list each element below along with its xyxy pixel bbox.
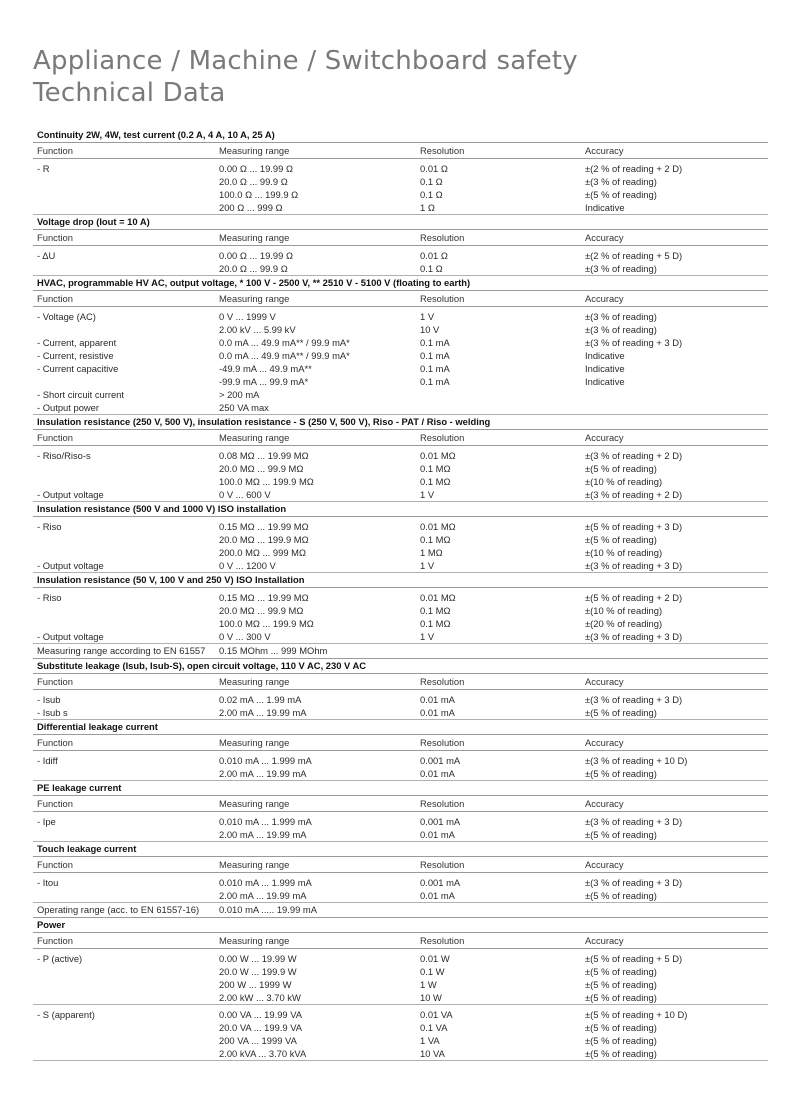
table-cell: 20.0 Ω ... 99.9 Ω [219,263,288,274]
section [33,215,768,276]
table-row [33,520,768,533]
table-cell: - Riso/Riso-s [37,450,91,461]
table-cell [33,1021,219,1034]
table-cell: ±(5 % of reading) [585,829,657,840]
table-row [33,559,768,572]
table-cell: 1 Ω [420,202,435,213]
table-cell: - Riso [37,521,62,532]
table-cell: ±(5 % of reading) [585,1035,657,1046]
table-cell: 250 VA max [219,402,269,413]
table-row [33,754,768,767]
table-cell: 2.00 mA ... 19.99 mA [219,707,307,718]
table-cell: ±(5 % of reading + 3 D) [585,521,683,532]
table-cell: 0.0 mA ... 49.9 mA** / 99.9 mA* [219,350,350,361]
column-header: Resolution [420,676,465,687]
table-cell: - Itou [37,877,59,888]
table-cell: 20.0 MΩ ... 99.9 MΩ [219,605,304,616]
table-cell: 0.01 MΩ [420,592,456,603]
table-cell: 0.01 mA [420,707,455,718]
table-cell: 1 V [420,631,435,642]
table-cell: 0.01 mA [420,829,455,840]
column-header: Accuracy [585,935,624,946]
table-row [33,249,768,262]
table-cell: 0.01 VA [420,1009,453,1020]
table-cell: ±(10 % of reading) [585,547,663,558]
table-cell: ±(5 % of reading) [585,463,657,474]
table-row [33,175,768,188]
table-cell: ±(3 % of reading + 3 D) [585,631,683,642]
column-header: Resolution [420,798,465,809]
table-cell: ±(10 % of reading) [585,476,663,487]
column-header: Accuracy [585,232,624,243]
section-title: Voltage drop (Iout = 10 A) [33,215,768,230]
technical-data-table [33,128,768,1061]
table-cell: - R [37,163,50,174]
table-cell: 2.00 kV ... 5.99 kV [219,324,296,335]
table-cell [33,375,219,388]
table-cell [33,262,219,275]
section-title: Differential leakage current [33,720,768,735]
table-cell: ±(5 % of reading + 10 D) [585,1009,688,1020]
table-cell [33,889,219,902]
table-cell: 0.1 VA [420,1022,448,1033]
table-row [33,978,768,991]
row-group [33,307,768,415]
section [33,842,768,918]
page-title: Appliance / Machine / Switchboard safety [33,46,578,76]
column-header: Measuring range [219,432,290,443]
table-cell: ±(5 % of reading) [585,890,657,901]
table-cell: 10 W [420,992,442,1003]
column-header: Function [37,145,73,156]
table-cell: Indicative [585,350,625,361]
table-cell: ±(3 % of reading + 2 D) [585,450,683,461]
table-cell: -49.9 mA ... 49.9 mA** [219,363,312,374]
table-row [33,952,768,965]
table-row [33,462,768,475]
table-cell: 0.01 W [420,953,450,964]
section [33,781,768,842]
column-header: Measuring range [219,145,290,156]
section-title: Power [33,918,768,933]
column-header: Measuring range [219,798,290,809]
table-cell: - Output voltage [37,560,104,571]
table-cell: - Current, apparent [37,337,117,348]
table-cell: 0.08 MΩ ... 19.99 MΩ [219,450,309,461]
table-row [33,965,768,978]
column-header-row [33,735,768,751]
column-header-row [33,674,768,690]
table-row [33,323,768,336]
section [33,659,768,720]
table-cell: - P (active) [37,953,83,964]
table-cell [33,991,219,1004]
table-cell [33,1034,219,1047]
row-group [33,159,768,215]
table-cell: 0.1 W [420,966,445,977]
table-cell: ±(5 % of reading) [585,979,657,990]
table-cell: 100.0 MΩ ... 199.9 MΩ [219,476,314,487]
table-cell: 0.1 MΩ [420,476,451,487]
column-header: Function [37,859,73,870]
column-header-row [33,430,768,446]
table-row [33,449,768,462]
table-cell [420,401,585,414]
table-cell [33,965,219,978]
table-row [33,475,768,488]
table-row [33,828,768,841]
table-cell [33,175,219,188]
table-row [33,362,768,375]
column-header: Resolution [420,145,465,156]
table-cell: 1 V [420,560,435,571]
section-title: Insulation resistance (50 V, 100 V and 250 V) ISO Installation [33,573,768,588]
table-cell: ±(3 % of reading + 3 D) [585,816,683,827]
row-group [33,812,768,842]
table-cell: 200 VA ... 1999 VA [219,1035,297,1046]
table-cell: 200 W ... 1999 W [219,979,292,990]
section [33,918,768,1061]
table-row [33,488,768,501]
table-row [33,815,768,828]
table-cell: ±(5 % of reading) [585,1022,657,1033]
table-row [33,991,768,1004]
table-cell: 100.0 MΩ ... 199.9 MΩ [219,618,314,629]
table-cell: ±(3 % of reading + 2 D) [585,489,683,500]
table-cell: 0.01 MΩ [420,521,456,532]
table-cell: - Riso [37,592,62,603]
note-value: 0.15 MOhm ... 999 MOhm [219,645,328,656]
table-row [33,591,768,604]
table-cell: ±(2 % of reading + 5 D) [585,250,683,261]
column-header: Measuring range [219,737,290,748]
table-cell: 0.1 MΩ [420,618,451,629]
section-title: HVAC, programmable HV AC, output voltage, * 100 V - 2500 V, ** 2510 V - 5100 V (floating to earth) [33,276,768,291]
table-row [33,349,768,362]
table-row [33,310,768,323]
table-cell [33,617,219,630]
table-cell: ±(3 % of reading) [585,324,657,335]
table-cell: ±(5 % of reading) [585,768,657,779]
table-cell: 0.01 Ω [420,163,448,174]
row-group [33,751,768,781]
table-cell: Indicative [585,363,625,374]
table-row [33,375,768,388]
table-cell: 20.0 VA ... 199.9 VA [219,1022,303,1033]
table-cell: 0.1 Ω [420,263,443,274]
table-cell: 2.00 mA ... 19.99 mA [219,890,307,901]
table-cell: 0.01 mA [420,694,455,705]
section [33,573,768,659]
column-header: Accuracy [585,676,624,687]
note-row [33,644,768,659]
table-cell: - Isub s [37,707,68,718]
table-cell: - Output voltage [37,489,104,500]
table-cell: 0.001 mA [420,755,461,766]
table-cell: ±(3 % of reading) [585,176,657,187]
section [33,502,768,573]
column-header-row [33,933,768,949]
table-row [33,889,768,902]
table-row [33,546,768,559]
column-header: Accuracy [585,293,624,304]
table-row [33,1047,768,1060]
column-header: Function [37,798,73,809]
table-cell: 200.0 MΩ ... 999 MΩ [219,547,306,558]
row-group [33,246,768,276]
table-cell: 20.0 MΩ ... 99.9 MΩ [219,463,304,474]
table-cell: ±(5 % of reading) [585,534,657,545]
table-cell: 2.00 mA ... 19.99 mA [219,768,307,779]
column-header: Resolution [420,737,465,748]
table-cell [585,388,768,401]
table-cell: 0.010 mA ... 1.999 mA [219,755,312,766]
section-title: Touch leakage current [33,842,768,857]
column-header: Accuracy [585,737,624,748]
column-header: Accuracy [585,859,624,870]
table-cell: 0.00 W ... 19.99 W [219,953,297,964]
column-header-row [33,796,768,812]
column-header: Measuring range [219,935,290,946]
table-cell: 0.0 mA ... 49.9 mA** / 99.9 mA* [219,337,350,348]
table-cell: ±(2 % of reading + 2 D) [585,163,683,174]
row-group [33,446,768,502]
table-cell: 1 V [420,489,435,500]
column-header: Function [37,737,73,748]
table-cell: 0 V ... 600 V [219,489,271,500]
table-cell [33,462,219,475]
table-cell: - Ipe [37,816,56,827]
table-cell: ±(5 % of reading + 5 D) [585,953,683,964]
table-cell: - S (apparent) [37,1009,95,1020]
column-header: Measuring range [219,676,290,687]
column-header: Resolution [420,293,465,304]
table-cell [420,388,585,401]
table-cell: 0.02 mA ... 1.99 mA [219,694,302,705]
table-cell: > 200 mA [219,389,260,400]
table-cell: ±(3 % of reading) [585,311,657,322]
row-group [33,588,768,644]
table-cell: 0.01 Ω [420,250,448,261]
table-cell: 1 MΩ [420,547,443,558]
table-row [33,876,768,889]
table-cell: ±(3 % of reading + 3 D) [585,560,683,571]
section-title: Continuity 2W, 4W, test current (0.2 A, 4 A, 10 A, 25 A) [33,128,768,143]
note-label: Measuring range according to EN 61557 [37,645,206,656]
table-row [33,388,768,401]
table-row [33,706,768,719]
table-cell: - ΔU [37,250,56,261]
table-cell: ±(20 % of reading) [585,618,663,629]
column-header: Function [37,432,73,443]
table-cell: - Short circuit current [37,389,125,400]
column-header: Resolution [420,232,465,243]
table-row [33,201,768,214]
table-cell: -99.9 mA ... 99.9 mA* [219,376,309,387]
table-row [33,630,768,643]
column-header: Resolution [420,859,465,870]
section-title: Insulation resistance (500 V and 1000 V) ISO installation [33,502,768,517]
table-cell [33,1047,219,1060]
section-title: PE leakage current [33,781,768,796]
table-cell: 20.0 W ... 199.9 W [219,966,297,977]
table-cell: - Output voltage [37,631,104,642]
table-cell: 0.1 mA [420,376,450,387]
table-cell: 0.1 MΩ [420,605,451,616]
table-cell: ±(3 % of reading + 3 D) [585,877,683,888]
table-row [33,1034,768,1047]
column-header-row [33,291,768,307]
table-row [33,604,768,617]
column-header: Function [37,232,73,243]
table-cell: 0 V ... 300 V [219,631,271,642]
table-cell: 10 VA [420,1048,445,1059]
table-cell: 2.00 kW ... 3.70 kW [219,992,301,1003]
table-cell: 0.00 Ω ... 19.99 Ω [219,163,293,174]
section [33,276,768,415]
table-cell: 0.1 mA [420,363,450,374]
table-cell: ±(3 % of reading + 3 D) [585,337,683,348]
note-row [33,903,768,918]
table-cell: 2.00 kVA ... 3.70 kVA [219,1048,307,1059]
section [33,128,768,215]
column-header: Resolution [420,935,465,946]
table-cell: ±(10 % of reading) [585,605,663,616]
section [33,720,768,781]
column-header: Accuracy [585,145,624,156]
table-row [33,262,768,275]
page-subtitle: Technical Data [33,78,226,108]
table-cell: - Current capacitive [37,363,119,374]
table-cell: - Output power [37,402,100,413]
section-title: Insulation resistance (250 V, 500 V), insulation resistance - S (250 V, 500 V), Riso - PAT / Riso - welding [33,415,768,430]
table-row [33,617,768,630]
table-cell: 0.01 mA [420,890,455,901]
table-cell: 0.1 mA [420,350,450,361]
table-cell: 0.15 MΩ ... 19.99 MΩ [219,521,309,532]
table-cell: - Isub [37,694,61,705]
table-row [33,693,768,706]
column-header-row [33,230,768,246]
table-row [33,767,768,780]
table-cell [33,201,219,214]
table-cell [33,323,219,336]
table-cell: 0.1 Ω [420,176,443,187]
column-header: Resolution [420,432,465,443]
table-cell: 2.00 mA ... 19.99 mA [219,829,307,840]
table-cell: ±(5 % of reading) [585,966,657,977]
table-cell: ±(5 % of reading) [585,1048,657,1059]
table-cell [33,546,219,559]
table-cell [33,978,219,991]
table-cell [33,533,219,546]
table-cell: ±(3 % of reading + 3 D) [585,694,683,705]
table-row [33,401,768,414]
row-group [33,1005,768,1061]
table-cell [585,401,768,414]
table-cell: Indicative [585,202,625,213]
row-group [33,690,768,720]
column-header: Accuracy [585,432,624,443]
column-header: Function [37,293,73,304]
section [33,415,768,502]
table-cell: 20.0 MΩ ... 199.9 MΩ [219,534,309,545]
note-value: 0.010 mA ..... 19.99 mA [219,904,317,915]
table-cell: 1 W [420,979,437,990]
table-cell: 0.010 mA ... 1.999 mA [219,877,312,888]
table-cell [33,604,219,617]
column-header: Measuring range [219,859,290,870]
column-header: Function [37,676,73,687]
table-cell: 0.01 MΩ [420,450,456,461]
table-cell: 0.001 mA [420,816,461,827]
table-cell: 0.1 Ω [420,189,443,200]
table-cell [33,767,219,780]
table-cell: ±(5 % of reading + 2 D) [585,592,683,603]
table-cell: 0 V ... 1999 V [219,311,276,322]
table-cell: 100.0 Ω ... 199.9 Ω [219,189,299,200]
table-cell: 20.0 Ω ... 99.9 Ω [219,176,288,187]
table-cell [33,828,219,841]
table-cell: - Current, resistive [37,350,114,361]
table-row [33,1008,768,1021]
table-cell: 0 V ... 1200 V [219,560,276,571]
table-cell: ±(5 % of reading) [585,189,657,200]
table-cell: - Voltage (AC) [37,311,96,322]
table-cell: 0.001 mA [420,877,461,888]
note-label: Operating range (acc. to EN 61557-16) [37,904,200,915]
table-row [33,162,768,175]
table-cell: - Idiff [37,755,58,766]
row-group [33,873,768,903]
table-cell: 200 Ω ... 999 Ω [219,202,283,213]
table-cell: Indicative [585,376,625,387]
table-cell: 10 V [420,324,440,335]
table-row [33,1021,768,1034]
table-cell: 0.1 MΩ [420,463,451,474]
table-cell: 0.00 Ω ... 19.99 Ω [219,250,293,261]
table-cell: 0.01 mA [420,768,455,779]
column-header: Measuring range [219,232,290,243]
table-cell: ±(3 % of reading + 10 D) [585,755,688,766]
table-cell: 0.1 MΩ [420,534,451,545]
column-header: Accuracy [585,798,624,809]
table-row [33,336,768,349]
row-group [33,517,768,573]
column-header: Measuring range [219,293,290,304]
table-cell: 1 VA [420,1035,440,1046]
table-cell: ±(5 % of reading) [585,707,657,718]
row-group [33,949,768,1005]
table-cell: 0.15 MΩ ... 19.99 MΩ [219,592,309,603]
section-title: Substitute leakage (Isub, Isub-S), open circuit voltage, 110 V AC, 230 V AC [33,659,768,674]
table-cell: ±(5 % of reading) [585,992,657,1003]
table-cell: 0.1 mA [420,337,450,348]
column-header-row [33,857,768,873]
table-cell [33,188,219,201]
table-cell: 1 V [420,311,435,322]
column-header-row [33,143,768,159]
table-cell: 0.00 VA ... 19.99 VA [219,1009,303,1020]
table-row [33,533,768,546]
table-cell: ±(3 % of reading) [585,263,657,274]
column-header: Function [37,935,73,946]
table-row [33,188,768,201]
table-cell: 0.010 mA ... 1.999 mA [219,816,312,827]
table-cell [33,475,219,488]
